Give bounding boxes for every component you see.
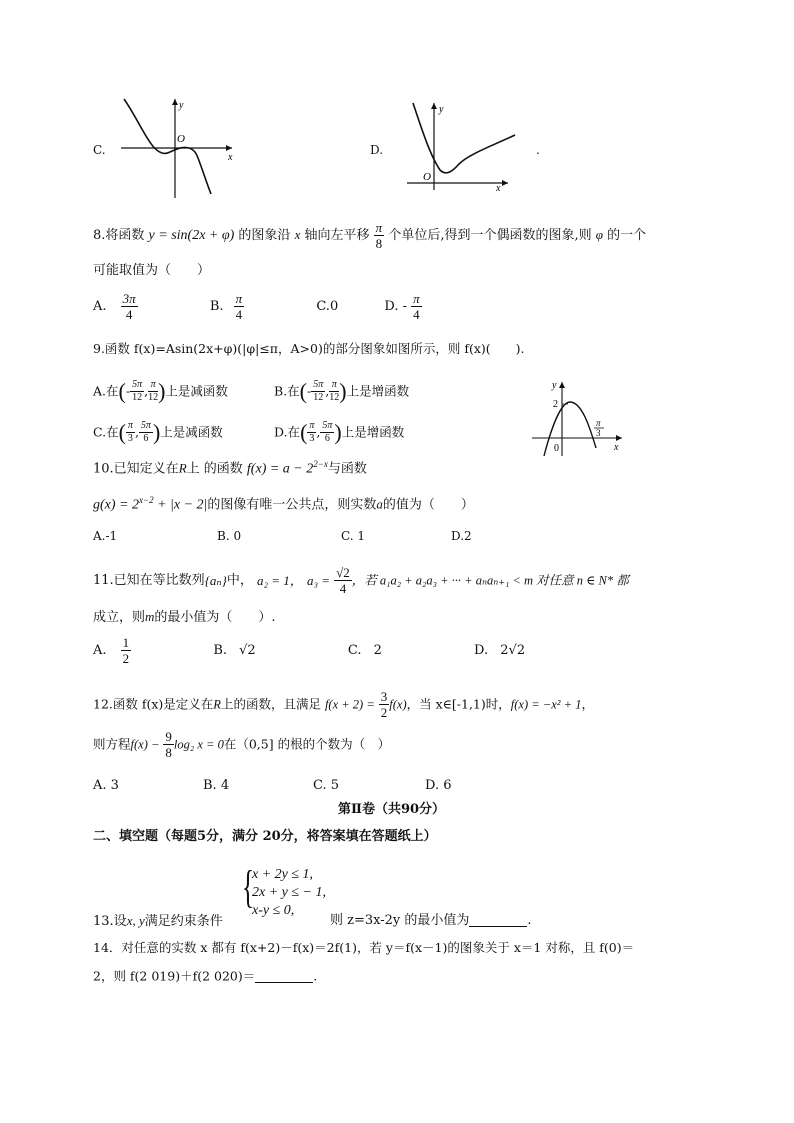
q11-a3-den: 4 bbox=[339, 581, 347, 596]
q8-d-label: D. bbox=[384, 299, 399, 314]
q8-mid2: 轴向左平移 bbox=[304, 228, 370, 243]
q13-system-brace: { bbox=[242, 861, 255, 912]
q11-a-den: 2 bbox=[122, 651, 130, 666]
q8-stem bbox=[93, 221, 646, 250]
q9-a-frac2 bbox=[148, 380, 158, 403]
q10-line1-a: 10.已知定义在 bbox=[93, 461, 179, 477]
q9-a-lparen: ( bbox=[118, 378, 126, 404]
q9-b-text: 上是增函数 bbox=[346, 383, 410, 399]
q9-a-frac1 bbox=[130, 380, 144, 403]
q7-graph-c bbox=[118, 96, 236, 200]
q10-f-exp: 2−x bbox=[313, 459, 328, 469]
q7-option-c-label: C. bbox=[93, 143, 106, 157]
q9-b-den1: 12 bbox=[313, 392, 324, 403]
q11-a2: a₂ = 1， bbox=[257, 573, 303, 588]
q8-phi: φ bbox=[595, 227, 603, 242]
q8-d-den: 4 bbox=[413, 307, 420, 322]
q11-cond: ，若 a₁a₂ + a₂a₃ + ··· + aₙaₙ₊₁ < m 对任意 n ∈ N* 都 bbox=[351, 573, 629, 588]
q9-option-d bbox=[274, 421, 404, 444]
q9-c-num2: 5π bbox=[140, 420, 151, 431]
q12-comma: ， bbox=[581, 696, 594, 712]
q13-vars: x, y bbox=[126, 913, 145, 928]
q8-frac-num: π bbox=[375, 220, 383, 235]
q12-feq2: f(x) bbox=[389, 697, 407, 712]
q9-d-num2: 5π bbox=[322, 420, 333, 431]
q9-option-c bbox=[93, 421, 223, 444]
q9-a-neg: - bbox=[125, 383, 131, 399]
q10-g-exp: x−2 bbox=[139, 495, 154, 505]
q9-d-label: D.在 bbox=[274, 424, 301, 440]
q7d-origin-label: O bbox=[423, 171, 431, 183]
q10-R: R bbox=[178, 460, 187, 476]
q12-mid2: ，当 x∈[-1,1)时， bbox=[406, 696, 511, 712]
q9-b-label: B.在 bbox=[274, 383, 300, 399]
section2-title: 第Ⅱ卷（共90分） bbox=[338, 802, 446, 817]
q14-line2-text: 2，则 f(2 019)＋f(2 020)＝ bbox=[93, 968, 256, 984]
q9-stem: 9.函数 f(x)=Asin(2x+φ)(|φ|≤π，A>0)的部分图象如图所示，则 f(x)( ). bbox=[93, 341, 525, 356]
q8-c-label: C. bbox=[316, 299, 330, 314]
q9-c-comma: , bbox=[134, 424, 139, 440]
q8-c-val: 0 bbox=[329, 299, 339, 314]
q7-trailing-dot: . bbox=[536, 143, 540, 157]
q11-line2-b: 的最小值为（ ）. bbox=[154, 610, 276, 625]
q10-line1-c: 与函数 bbox=[327, 461, 367, 477]
q9-a-rparen: ) bbox=[158, 378, 166, 404]
q9-d-num1: π bbox=[309, 420, 315, 431]
q9-d-text: 上是增函数 bbox=[341, 424, 405, 440]
q12-feq: f(x + 2) = bbox=[324, 697, 375, 712]
q9-a-num1: 5π bbox=[132, 379, 143, 390]
q9-a-comma: , bbox=[144, 383, 149, 399]
q7c-x-label: x bbox=[228, 152, 233, 163]
q9-c-text: 上是减函数 bbox=[160, 424, 223, 440]
q9-d-lparen: ( bbox=[300, 419, 308, 445]
q12-opt-d: D. 6 bbox=[425, 778, 452, 793]
q10-f-expr: f(x) = a − 2 bbox=[246, 461, 314, 477]
q13-target-text: 则 z=3x-2y 的最小值为 bbox=[330, 913, 470, 928]
q12-opt-b: B. 4 bbox=[203, 778, 230, 793]
q11-b-label: B. bbox=[213, 643, 227, 658]
q8-d-num: π bbox=[413, 291, 420, 306]
q8-d-sign: - bbox=[402, 299, 407, 314]
q9-b-neg: - bbox=[307, 383, 312, 399]
q10-g-expr: g(x) = 2 bbox=[93, 497, 139, 513]
q12-eq-den: 8 bbox=[165, 745, 172, 760]
q11-a-label: A. bbox=[93, 643, 107, 658]
q12-frac-num: 3 bbox=[380, 689, 388, 704]
q9-a-den1: 12 bbox=[132, 392, 143, 403]
q9-c-rparen: ) bbox=[152, 419, 161, 445]
q9-c-label: C.在 bbox=[93, 424, 119, 440]
q12-eq-a: f(x) − bbox=[130, 737, 160, 752]
q8-opt-c bbox=[316, 300, 338, 313]
q9-b-comma: , bbox=[325, 383, 330, 399]
q12-mid: 上的函数，且满足 bbox=[220, 696, 321, 712]
q9-graph-y-label: y bbox=[552, 380, 557, 391]
q9-option-b bbox=[274, 380, 409, 403]
fill-in-header: 二、填空题（每题5分，满分 20分，将答案填在答题纸上） bbox=[93, 829, 437, 844]
q13-target bbox=[330, 914, 532, 927]
q9-c-num1: π bbox=[127, 420, 133, 431]
q13-mid: 满足约束条件 bbox=[144, 914, 223, 929]
q9-d-frac2 bbox=[320, 421, 334, 444]
q13-system-eq3: x-y ≤ 0, bbox=[252, 903, 295, 918]
q9-graph-pi-num: π bbox=[596, 418, 601, 428]
q9-a-den2: 12 bbox=[148, 392, 159, 403]
q11-line1 bbox=[93, 566, 629, 595]
q11-line2 bbox=[93, 610, 276, 624]
q12-line2-pre: 则方程 bbox=[93, 736, 131, 752]
q14-answer-blank[interactable] bbox=[255, 970, 313, 983]
q11-c-label: C. bbox=[347, 643, 362, 658]
q9-a-num2: π bbox=[148, 380, 158, 392]
q9-graph-x-label: x bbox=[614, 442, 619, 453]
q12-line2 bbox=[93, 730, 390, 759]
q7c-origin-label: O bbox=[177, 133, 185, 145]
q13-system-eq2: 2x + y ≤ − 1, bbox=[252, 885, 327, 900]
q9-graph-pi-den: 3 bbox=[596, 428, 601, 438]
q11-m: m bbox=[145, 609, 155, 624]
q12-R: R bbox=[213, 697, 221, 712]
q10-line1-b: 上 的函数 bbox=[186, 461, 243, 477]
q13-stem bbox=[93, 914, 223, 928]
q8-a-num: 3π bbox=[122, 291, 136, 306]
q8-opt-d-label bbox=[384, 300, 407, 313]
q11-a-frac bbox=[121, 636, 132, 665]
q12-eq-b: log₂ x = 0 bbox=[173, 737, 224, 752]
q9-c-den1: 3 bbox=[127, 433, 133, 444]
q8-var-x: x bbox=[294, 227, 301, 242]
q8-opt-a-label: A. bbox=[93, 299, 107, 314]
q8-b-den: 4 bbox=[235, 307, 243, 322]
q8-suffix: 个单位后,得到一个偶函数的图象,则 bbox=[388, 228, 592, 243]
q12-frac bbox=[379, 690, 390, 719]
q8-a-den: 4 bbox=[125, 307, 133, 322]
q9-d-rparen: ) bbox=[334, 419, 342, 445]
q9-b-den2: 12 bbox=[329, 392, 340, 403]
q11-options bbox=[93, 636, 525, 665]
q8-b-num: π bbox=[235, 291, 243, 306]
q11-c-val: 2 bbox=[373, 643, 382, 658]
q9-graph-peak: 2 bbox=[553, 399, 558, 410]
q8-opt-b-frac bbox=[234, 292, 245, 321]
q13-end: . bbox=[527, 913, 532, 928]
q14-line2 bbox=[93, 970, 317, 983]
q8-opt-a-frac bbox=[121, 292, 138, 321]
q11-a-num: 1 bbox=[122, 635, 130, 650]
q11-mid: 中， bbox=[226, 573, 253, 588]
q7d-x-label: x bbox=[496, 183, 501, 192]
q11-b-val: √2 bbox=[239, 643, 256, 658]
q9-d-den2: 6 bbox=[324, 433, 330, 444]
q9-c-frac2 bbox=[139, 421, 153, 444]
q10-g-rest: + |x − 2| bbox=[153, 497, 208, 513]
q9-d-comma: , bbox=[316, 424, 321, 440]
q12-eq-num: 9 bbox=[165, 729, 172, 744]
q10-opt-a: A.-1 bbox=[93, 529, 118, 543]
q12-frac-den: 2 bbox=[380, 705, 388, 720]
q11-a3-frac bbox=[334, 566, 352, 595]
q10-opt-c: C. 1 bbox=[341, 529, 366, 543]
q13-system-eq1: x + 2y ≤ 1, bbox=[252, 867, 314, 882]
q14-line1: 14．对任意的实数 x 都有 f(x+2)－f(x)＝2f(1)，若 y＝f(x－1)的图象关于 x＝1 对称，且 f(0)＝ bbox=[93, 940, 635, 955]
q8-line2: 可能取值为（ ） bbox=[93, 263, 211, 278]
q9-b-num2: π bbox=[329, 380, 339, 392]
q12-feq3: f(x) = −x² + 1 bbox=[510, 697, 582, 712]
q7-option-d-label: D. bbox=[370, 143, 384, 157]
q11-d-label: D. bbox=[474, 643, 489, 658]
q12-opt-a: A. 3 bbox=[93, 778, 119, 793]
q8-frac-den: 8 bbox=[375, 236, 383, 251]
q8-mid: 的图象沿 bbox=[238, 228, 291, 243]
q13-prefix: 13.设 bbox=[93, 914, 127, 929]
q13-answer-blank[interactable] bbox=[469, 914, 527, 927]
q8-options bbox=[93, 292, 422, 321]
q10-a-var: a bbox=[376, 496, 383, 512]
q8-opt-d-frac bbox=[411, 292, 422, 321]
q9-c-frac1 bbox=[126, 421, 135, 444]
q12-eq-frac bbox=[163, 730, 174, 759]
q8-opt-b-label: B. bbox=[209, 299, 224, 314]
q7d-y-label: y bbox=[439, 104, 444, 115]
q12-prefix: 12.函数 f(x)是定义在 bbox=[93, 696, 214, 712]
q9-b-rparen: ) bbox=[339, 378, 347, 404]
q8-suffix2: 的一个 bbox=[607, 228, 647, 243]
q9-c-den2: 6 bbox=[143, 433, 149, 444]
q7c-y-label: y bbox=[179, 100, 184, 111]
q10-opt-d: D.2 bbox=[451, 529, 472, 543]
q10-line2 bbox=[93, 496, 474, 512]
q11-line2-a: 成立，则 bbox=[93, 610, 146, 625]
q9-b-frac2 bbox=[329, 380, 339, 403]
q11-d-val: 2√2 bbox=[500, 643, 526, 658]
q9-graph bbox=[530, 378, 625, 458]
q10-line2-a: 的图像有唯一公共点，则实数 bbox=[207, 497, 377, 513]
q9-option-a bbox=[93, 380, 228, 403]
q10-line1 bbox=[93, 460, 367, 476]
q9-a-label: A.在 bbox=[93, 383, 119, 399]
q11-a3-num: √2 bbox=[336, 565, 350, 580]
q9-b-lparen: ( bbox=[299, 378, 307, 404]
q7-graph-d bbox=[404, 100, 516, 192]
q12-opt-c: C. 5 bbox=[313, 778, 340, 793]
q12-line1 bbox=[93, 690, 594, 719]
q11-prefix: 11.已知在等比数列 bbox=[93, 573, 205, 588]
q9-c-lparen: ( bbox=[118, 419, 126, 445]
q9-graph-origin: 0 bbox=[554, 443, 559, 454]
q9-b-num1: 5π bbox=[313, 379, 324, 390]
q12-line2-b: 在（0,5] 的根的个数为（ ） bbox=[223, 736, 391, 752]
q14-end: . bbox=[313, 968, 318, 984]
q8-func: y = sin(2x + φ) bbox=[148, 228, 235, 243]
q9-a-text: 上是减函数 bbox=[165, 383, 228, 399]
q11-a3-pre: a₃ = bbox=[306, 573, 330, 588]
q10-line2-b: 的值为（ ） bbox=[382, 497, 474, 513]
q9-b-frac1 bbox=[311, 380, 325, 403]
q10-opt-b: B. 0 bbox=[217, 529, 242, 543]
q8-shift-fraction bbox=[374, 221, 385, 250]
q8-prefix: 8.将函数 bbox=[93, 228, 145, 243]
q11-seq: {aₙ} bbox=[204, 573, 227, 588]
q9-d-den1: 3 bbox=[309, 433, 315, 444]
